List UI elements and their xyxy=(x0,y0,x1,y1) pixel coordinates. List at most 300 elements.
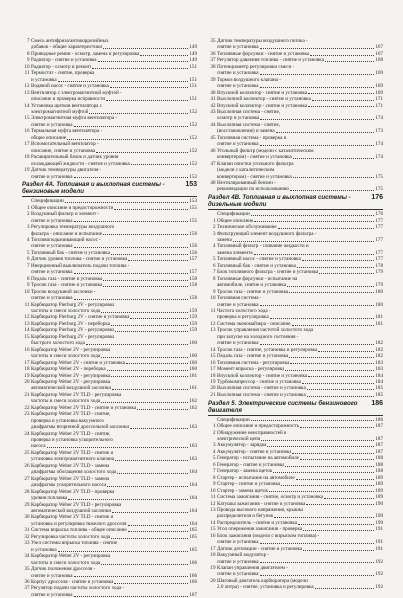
entry-title: Карбюратор Pierburg 2V - переборка xyxy=(31,320,110,327)
dot-leader xyxy=(89,113,188,114)
entry-title: Радиатор - осмотр и ремонт xyxy=(31,63,92,70)
entry-number: 3 xyxy=(212,230,216,237)
dot-leader xyxy=(114,209,188,210)
entry-number: 40 xyxy=(210,89,216,96)
entry-page-number: 155 xyxy=(189,217,197,224)
dot-leader xyxy=(106,100,188,101)
section-rule xyxy=(208,415,383,416)
entry-number: 37 xyxy=(210,57,216,64)
entry-number: 11 xyxy=(210,307,216,314)
dot-leader xyxy=(260,575,375,576)
entry-title: снятие и установка xyxy=(217,340,259,347)
entry-title: Карбюратор Pierburg 2V - снятие и установка xyxy=(31,314,130,321)
entry-number: 1 xyxy=(212,423,216,430)
dot-leader xyxy=(140,55,188,56)
toc-entry xyxy=(208,392,383,398)
entry-number: 12 xyxy=(24,83,30,90)
dot-leader xyxy=(307,396,375,397)
entry-page-number: 160 xyxy=(189,359,197,366)
entry-number: 10 xyxy=(210,487,216,494)
section-heading xyxy=(22,181,197,195)
entry-title: Карбюратор Weber 2V - переборка xyxy=(31,366,106,373)
entry-title: Спецификации xyxy=(217,211,250,218)
entry-page-number: 156 xyxy=(189,243,197,250)
entry-number: 16 xyxy=(210,532,216,539)
entry-number: 14 xyxy=(24,327,30,334)
entry-page-number: 152 xyxy=(189,121,197,128)
dot-leader xyxy=(101,357,188,358)
entry-number: 12 xyxy=(24,314,30,321)
entry-title: Выхлопная система - снятие и установка xyxy=(217,391,306,398)
dot-leader xyxy=(112,512,188,513)
dot-leader xyxy=(276,132,375,133)
entry-title: Блок зажигания (модели с впрыском топлива) - xyxy=(217,532,320,539)
entry-page-number: 151 xyxy=(189,83,197,90)
dot-leader xyxy=(74,221,189,222)
dot-leader xyxy=(86,344,189,345)
entry-title: рекомендации по использованию xyxy=(217,186,289,193)
entry-number: 6 xyxy=(212,461,216,468)
entry-page-number: 183 xyxy=(375,366,383,373)
entry-number: 8 xyxy=(212,275,216,282)
dot-leader xyxy=(260,48,375,49)
entry-title: Общее описание и предосторожность xyxy=(217,423,299,430)
entry-title: Фильтрующий элемент воздушного фильтра - xyxy=(217,230,317,237)
dot-leader xyxy=(260,305,375,306)
entry-number: 18 xyxy=(210,372,216,379)
entry-title: Топливоподкачивающий насос - xyxy=(31,236,101,243)
dot-leader xyxy=(307,389,375,390)
entry-page-number: 156 xyxy=(189,230,197,237)
entry-page-number: 163 xyxy=(189,456,197,463)
entry-number: 10 xyxy=(24,288,30,295)
dot-leader xyxy=(128,525,189,526)
dot-leader xyxy=(325,61,374,62)
dot-leader xyxy=(74,299,189,300)
entry-number: 7 xyxy=(26,262,30,269)
entry-page-number: 149 xyxy=(189,50,197,57)
entry-title: Электромагнитная муфта вентилятора - xyxy=(31,115,118,122)
entry-number: 19 xyxy=(24,167,30,174)
dot-leader xyxy=(103,280,188,281)
entry-page-number: 178 xyxy=(375,262,383,269)
dot-leader xyxy=(131,164,189,165)
entry-title: Шаговый двигатель карбюратора (модели xyxy=(217,577,308,584)
entry-page-number: 188 xyxy=(375,461,383,468)
entry-page-number: 175 xyxy=(375,173,383,180)
entry-page-number: 187 xyxy=(375,423,383,430)
entry-page-number: 190 xyxy=(375,500,383,507)
entry-title: (восстановление) и замена xyxy=(217,128,275,135)
entry-title: Карбюратор Weber 2V TLD - снятие, xyxy=(31,411,111,418)
entry-title: Момент впрыска - регулировка xyxy=(217,366,285,373)
dot-leader xyxy=(130,318,188,319)
dot-leader xyxy=(303,550,374,551)
entry-number: 15 xyxy=(210,526,216,533)
entry-number: 29 xyxy=(24,501,30,508)
section-title: Раздел 5. Электрические системы бензинового двигателя xyxy=(208,399,358,414)
entry-title: конвертером) - снятие и установка xyxy=(217,154,292,161)
entry-number: 18 xyxy=(24,366,30,373)
entry-number: 5 xyxy=(212,455,216,462)
entry-page-number: 190 xyxy=(375,513,383,520)
entry-title: Топливная система - xyxy=(217,295,262,302)
entry-title: диафрагмы ускорительного насоса xyxy=(31,482,107,489)
entry-page-number: 173 xyxy=(375,128,383,135)
entry-number: 15 xyxy=(24,333,30,340)
dot-leader xyxy=(290,363,374,364)
entry-number: 14 xyxy=(24,102,30,109)
entry-number: 30 xyxy=(24,514,30,521)
entry-title: Стартер - замена щеток xyxy=(217,487,269,494)
entry-title: снятие и установка xyxy=(31,269,73,276)
entry-number: 43 xyxy=(210,108,216,115)
entry-title: электромагнитной муфтой xyxy=(31,108,89,115)
entry-title: Топливная система - проверка и xyxy=(217,134,287,141)
entry-number: 48 xyxy=(210,179,216,186)
entry-number: 16 xyxy=(210,359,216,366)
entry-number: 2 xyxy=(26,211,30,218)
dot-leader xyxy=(128,260,188,261)
entry-number: 2 xyxy=(212,224,216,231)
entry-page-number: 152 xyxy=(189,173,197,180)
dot-leader xyxy=(74,126,189,127)
entry-title: Катушка зажигания - снятие и установка xyxy=(217,500,306,507)
entry-title: Топливный фильтр - сливание жидкости и xyxy=(217,243,309,250)
entry-page-number: 152 xyxy=(189,108,197,115)
entry-title: снятие и установка xyxy=(217,141,259,148)
dot-leader xyxy=(251,420,375,421)
entry-page-number: 180 xyxy=(375,288,383,295)
entry-page-number: 166 xyxy=(189,579,197,585)
dot-leader xyxy=(112,389,188,390)
entry-number: 9 xyxy=(26,282,30,289)
entry-page-number: 180 xyxy=(375,301,383,308)
dot-leader xyxy=(107,370,189,371)
dot-leader xyxy=(308,106,374,107)
dot-leader xyxy=(319,273,374,274)
entry-number: 9 xyxy=(212,288,216,295)
entry-number: 14 xyxy=(210,346,216,353)
entry-title: Выхлопная система - снятие и установка xyxy=(217,385,306,392)
toc-right-column xyxy=(208,38,383,591)
entry-title: Тросик управления частотой холостого хода xyxy=(217,327,313,334)
entry-number: 12 xyxy=(210,500,216,507)
entry-number: 1 xyxy=(26,204,30,211)
entry-number: 1 xyxy=(212,217,216,224)
dot-leader xyxy=(293,158,375,159)
entry-number: 4 xyxy=(212,243,216,250)
entry-number: 19 xyxy=(210,565,216,572)
dot-leader xyxy=(74,247,189,248)
entry-title: Педаль газа - снятие и установка xyxy=(217,353,289,360)
entry-number: 21 xyxy=(24,391,30,398)
entry-page-number: 187 xyxy=(375,442,383,449)
dot-leader xyxy=(96,152,188,153)
entry-page-number: 191 xyxy=(375,526,383,533)
entry-title: и установка xyxy=(31,76,57,83)
entry-title: Термостат - снятие, проверка xyxy=(31,70,95,77)
dot-leader xyxy=(103,234,188,235)
dot-leader xyxy=(74,576,189,577)
entry-number: 10 xyxy=(24,63,30,70)
dot-leader xyxy=(261,440,374,441)
dot-leader xyxy=(287,286,374,287)
entry-title: охлаждающей жидкости - снятие и установка xyxy=(31,160,130,167)
entry-page-number: 166 xyxy=(189,572,197,579)
entry-page-number: 174 xyxy=(375,115,383,122)
entry-page-number: 164 xyxy=(189,508,197,515)
entry-page-number: 184 xyxy=(375,372,383,379)
entry-page-number: 188 xyxy=(375,468,383,475)
entry-number: 26 xyxy=(24,462,30,469)
entry-page-number: 187 xyxy=(375,448,383,455)
entry-page-number: 151 xyxy=(189,63,197,70)
entry-page-number: 182 xyxy=(375,346,383,353)
entry-page-number: 192 xyxy=(375,571,383,578)
dot-leader xyxy=(103,48,188,49)
entry-title: замена xyxy=(217,236,232,243)
entry-page-number: 182 xyxy=(375,353,383,360)
dot-leader xyxy=(260,74,375,75)
entry-page-number: 159 xyxy=(189,327,197,334)
entry-title: Приводные ремни - осмотр, замена и регулировка xyxy=(31,50,140,57)
dot-leader xyxy=(101,312,188,313)
entry-title: Тормоз воздушного клапана - xyxy=(217,76,281,83)
entry-number: 7 xyxy=(212,269,216,276)
entry-title: Турбокомпрессор - снятие и установка xyxy=(217,378,302,385)
entry-title: Стартер - испытание на автомобиле xyxy=(217,474,295,481)
entry-page-number: 157 xyxy=(189,256,197,263)
entry-page-number: 186 xyxy=(375,416,383,423)
entry-title: снятие и установка xyxy=(217,558,259,565)
entry-title: снятие и установка xyxy=(31,243,73,250)
dot-leader xyxy=(312,100,374,101)
entry-title: Топливная система - регулировка xyxy=(217,359,290,366)
dot-leader xyxy=(300,427,374,428)
entry-page-number: 177 xyxy=(375,217,383,224)
entry-page-number: 176 xyxy=(375,211,383,218)
entry-page-number: 189 xyxy=(375,481,383,488)
entry-title: уровня поплавка xyxy=(31,495,68,502)
entry-page-number: 189 xyxy=(375,494,383,501)
dot-leader xyxy=(114,583,188,584)
entry-title: замена элемента xyxy=(217,249,253,256)
entry-number: 7 xyxy=(212,468,216,475)
entry-title: Педаль газа - снятие и установка xyxy=(31,275,103,282)
dot-leader xyxy=(47,447,189,448)
entry-title: и установка xyxy=(31,546,57,553)
toc-entry xyxy=(208,584,383,590)
dot-leader xyxy=(308,93,374,94)
entry-page-number: 185 xyxy=(375,385,383,392)
dot-leader xyxy=(58,81,189,82)
entry-number: 13 xyxy=(210,327,216,334)
entry-title: Карбюратор Pierburg 2V - регулировка xyxy=(31,333,115,340)
entry-page-number: 171 xyxy=(375,102,383,109)
dot-leader xyxy=(260,87,375,88)
entry-number: 14 xyxy=(210,519,216,526)
dot-leader xyxy=(292,325,375,326)
entry-page-number: 188 xyxy=(375,455,383,462)
entry-title: Карбюратор Weber 2V - снятие и установка xyxy=(31,359,126,366)
entry-number: 41 xyxy=(210,96,216,103)
entry-title: Регулятор подачи частоты холостого хода - xyxy=(31,585,125,592)
entry-title: Впускной коллектор - снятие и установка xyxy=(217,372,308,379)
entry-title: Вакуумный модулятор - xyxy=(217,552,270,559)
entry-number: 47 xyxy=(210,160,216,167)
dot-leader xyxy=(296,479,375,480)
entry-page-number: 159 xyxy=(189,314,197,321)
entry-title: Карбюратор Weber 2V TLD - снятие, xyxy=(31,430,111,437)
entry-page-number: 169 xyxy=(375,83,383,90)
entry-title: снятие и установка xyxy=(217,44,259,51)
entry-title: автомобиле, снятие и установка xyxy=(217,282,287,289)
entry-title: проверка и установка ускорительного xyxy=(31,437,113,444)
entry-title: при запуске на холодного состояния - xyxy=(217,333,299,340)
entry-page-number: 181 xyxy=(375,314,383,321)
entry-title: Система зажигания - снятие, осмотр и установка xyxy=(217,494,324,501)
entry-title: частоты и смеси холостого хода xyxy=(31,398,101,405)
dot-leader xyxy=(278,228,375,229)
entry-number: 13 xyxy=(210,506,216,513)
entry-page-number: 192 xyxy=(375,558,383,565)
entry-title: Впускной коллектор - снятие и установка xyxy=(217,102,308,109)
entry-title: Карбюратор Weber 2V - регулировка xyxy=(31,378,111,385)
dot-leader xyxy=(285,466,374,467)
section-page-number: 186 xyxy=(371,399,383,407)
entry-title: Датчик положения дросселя - xyxy=(31,566,96,573)
entry-title: общее описание xyxy=(31,134,67,141)
entry-number: 2 xyxy=(212,429,216,436)
dot-leader xyxy=(260,145,375,146)
entry-number: 32 xyxy=(24,533,30,540)
entry-title: распределителя и бегунок xyxy=(217,513,274,520)
entry-title: установка электромагнитного клапана xyxy=(31,456,115,463)
dot-leader xyxy=(254,254,375,255)
entry-number: 18 xyxy=(210,552,216,559)
entry-title: Регулировка частоты холостого хода xyxy=(31,533,111,540)
dot-leader xyxy=(233,241,375,242)
entry-title: Тросик газа - снятие и установка xyxy=(31,282,103,289)
entry-page-number: 174 xyxy=(375,154,383,161)
entry-title: Тросик газа - снятие, установка и регулировка xyxy=(217,346,318,353)
entry-number: 39 xyxy=(210,76,216,83)
entry-page-number: 159 xyxy=(189,320,197,327)
entry-page-number: 177 xyxy=(375,249,383,256)
entry-number: 34 xyxy=(24,553,30,560)
dot-leader xyxy=(303,530,374,531)
entry-page-number: 185 xyxy=(375,391,383,398)
entry-number: 20 xyxy=(210,577,216,584)
entry-number: 38 xyxy=(210,63,216,70)
entry-title: Впускной коллектор - снятие и установка xyxy=(217,89,308,96)
entry-number: 11 xyxy=(24,70,30,77)
entry-page-number: 166 xyxy=(189,559,197,566)
entry-page-number: 177 xyxy=(375,224,383,231)
entry-title: Потенциометр регулировки смеси - xyxy=(217,63,295,70)
entry-title: Термальная муфта вентилятора - xyxy=(31,128,103,135)
entry-title: Карбюратор Weber 2V - регулировка xyxy=(31,346,111,353)
entry-page-number: 152 xyxy=(189,134,197,141)
entry-page-number: 179 xyxy=(375,269,383,276)
entry-number: 37 xyxy=(24,585,30,592)
section-heading xyxy=(208,400,383,414)
entry-page-number: 153 xyxy=(189,198,197,205)
dot-leader xyxy=(270,318,375,319)
entry-number: 11 xyxy=(24,301,30,308)
dot-leader xyxy=(117,473,188,474)
entry-page-number: 174 xyxy=(375,141,383,148)
entry-title: снятие и установка xyxy=(31,572,73,579)
entry-page-number: 169 xyxy=(375,89,383,96)
dot-leader xyxy=(74,273,189,274)
dot-leader xyxy=(281,485,374,486)
dot-leader xyxy=(292,453,374,454)
entry-number: 9 xyxy=(26,57,30,64)
entry-page-number: 161 xyxy=(189,372,197,379)
entry-page-number: 161 xyxy=(189,385,197,392)
entry-page-number: 164 xyxy=(189,495,197,502)
entry-title: Установка щитков вентилятора с xyxy=(31,102,102,109)
entry-title: Карбюратор Weber 2V - регулировка xyxy=(31,553,111,560)
entry-number: 6 xyxy=(212,262,216,269)
entry-number: 16 xyxy=(24,346,30,353)
entry-title: Карбюратор Weber 2V TLD - снятие и xyxy=(31,449,114,456)
entry-number: 8 xyxy=(26,50,30,57)
entry-title: Датчик температуры воздушного потока - xyxy=(217,38,308,44)
dot-leader xyxy=(269,491,374,492)
entry-title: Карбюратор Weber 2V TLD - замена xyxy=(31,475,110,482)
entry-title: Топливные форсунки - снятие и установка xyxy=(217,50,310,57)
dot-leader xyxy=(260,344,375,345)
entry-title: снятие и установка xyxy=(31,217,73,224)
entry-number: 23 xyxy=(24,411,30,418)
entry-page-number: 164 xyxy=(189,520,197,527)
entry-page-number: 159 xyxy=(189,307,197,314)
section-heading xyxy=(208,194,383,208)
dot-leader xyxy=(103,286,188,287)
entry-title: Генератор - испытание на автомобиле xyxy=(217,455,299,462)
entry-title: Общее описание и предосторожности xyxy=(31,204,114,211)
entry-title: Аккумулятор - снятие и установка xyxy=(217,448,292,455)
entry-page-number: 181 xyxy=(375,320,383,327)
entry-page-number: 189 xyxy=(375,474,383,481)
entry-title: снятие и установка xyxy=(31,591,73,598)
dot-leader xyxy=(274,517,374,518)
entry-page-number: 162 xyxy=(189,398,197,405)
entry-page-number: 177 xyxy=(375,256,383,263)
dot-leader xyxy=(302,260,375,261)
entry-page-number: 165 xyxy=(189,533,197,540)
entry-title: Регулировка температуры воздушного xyxy=(31,224,115,231)
dot-leader xyxy=(273,472,374,473)
entry-page-number: 160 xyxy=(189,340,197,347)
entry-number: 4 xyxy=(212,448,216,455)
entry-number: 20 xyxy=(210,385,216,392)
entry-page-number: 149 xyxy=(189,57,197,64)
entry-title: Датчик детонации - снятие и установка xyxy=(217,545,303,552)
dot-leader xyxy=(315,588,375,589)
entry-title: (модели с каталитическим xyxy=(217,167,275,174)
entry-number: 17 xyxy=(210,545,216,552)
entry-number: 13 xyxy=(24,320,30,327)
dot-leader xyxy=(92,68,188,69)
entry-page-number: 155 xyxy=(189,204,197,211)
entry-page-number: 160 xyxy=(189,353,197,360)
entry-number: 25 xyxy=(24,449,30,456)
entry-page-number: 164 xyxy=(189,482,197,489)
